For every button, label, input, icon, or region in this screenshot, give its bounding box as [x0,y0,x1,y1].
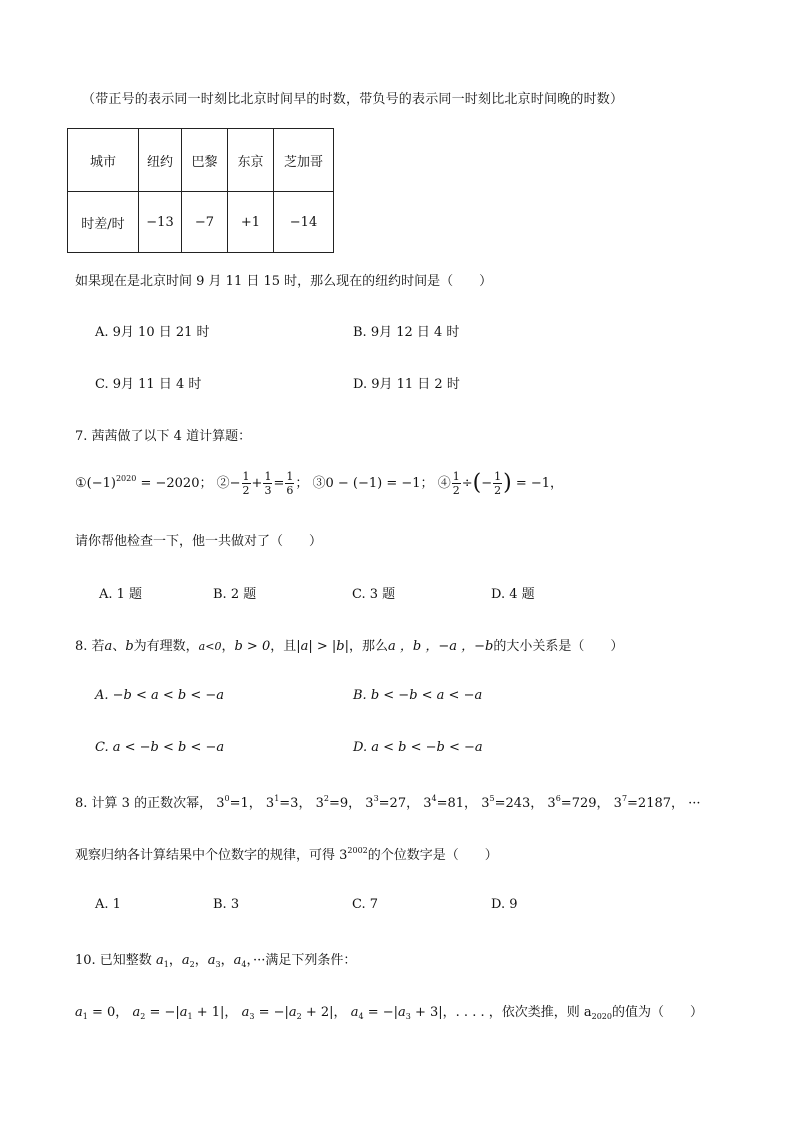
table-header-row [68,129,334,192]
fraction: $\frac{1}{2}$ [494,470,502,497]
expr-1-exponent: 2020 [115,474,137,483]
expr-3: ③0 − (−1) = −1； [312,476,434,491]
expr-1-mark: ① [75,476,87,491]
expr-2-mark: ② [216,476,230,491]
option-b[interactable]: B. b < −b < a < −a [353,688,483,703]
question-7-expressions: $①(-1)^{2020} = -2020$； ②− $\frac{1}{2}$ + $\frac{1}{3}$ = $\frac{1}{6}$ ； ③0 − (−1) = −1； ④ $\frac{1}{2}$ ÷(− $\frac{1}{2}$ ) = −1， [75,470,564,497]
option-c[interactable]: C. 9月 11 日 4 时 [95,377,202,392]
question-10-stem: 10. 已知整数 $a_1$，$a_2$，$a_3$，$a_4$，···满足下列条件： [75,953,357,969]
table-row [68,192,334,253]
question-8a-stem: 8. 若a、b为有理数，a<0，b > 0，且|a| > |b|，那么a ，b ，−a ，−b的大小关系是（ ） [75,639,624,654]
table-cell: 时差/时 [68,192,139,253]
question-8b-stem: 8. 计算 3 的正数次幂， $3^0=1$， $3^1=3$， $3^2=9$， $3^3=27$， $3^4=81$， $3^5=243$， $3^6=729$， $3^7=2187$， ··· [75,794,701,811]
fraction: $\frac{1}{2}$ [242,470,250,497]
option-d[interactable]: D. 4 题 [491,587,535,602]
option-c[interactable]: C. 3 题 [352,587,396,602]
option-d[interactable]: D. 9月 11 日 2 时 [353,377,460,392]
option-a[interactable]: A. −b < a < b < −a [95,688,225,703]
question-6-stem: 如果现在是北京时间 9 月 11 日 15 时，那么现在的纽约时间是（ ） [75,274,493,289]
option-c[interactable]: C. 7 [352,897,379,912]
option-b[interactable]: B. 2 题 [213,587,257,602]
expr-4-rest: = −1， [511,476,564,491]
option-a[interactable]: A. 9月 10 日 21 时 [95,325,210,340]
option-b[interactable]: B. 9月 12 日 4 时 [353,325,460,340]
option-b[interactable]: B. 3 [213,897,240,912]
table-cell: −14 [274,192,334,253]
time-difference-table [67,128,334,253]
question-8b-line2: 观察归纳各计算结果中个位数字的规律，可得 $3^{2002}$的个位数字是（ ） [75,846,498,863]
table-cell: 东京 [228,129,274,192]
table-cell: −7 [182,192,228,253]
fraction: $\frac{1}{6}$ [286,470,294,497]
table-cell: 巴黎 [182,129,228,192]
table-note: （带正号的表示同一时刻比北京时间早的时数，带负号的表示同一时刻比北京时间晚的时数） [82,92,624,107]
table-cell: 纽约 [139,129,182,192]
table-cell: 芝加哥 [274,129,334,192]
option-a[interactable]: A. 1 题 [99,587,143,602]
fraction: $\frac{1}{3}$ [264,470,272,497]
option-d[interactable]: D. 9 [491,897,518,912]
table-cell: +1 [228,192,274,253]
option-a[interactable]: A. 1 [95,897,121,912]
question-7-followup: 请你帮他检查一下，他一共做对了（ ） [75,534,323,549]
expr-1-rest: = −2020； [136,476,213,491]
table-cell: −13 [139,192,182,253]
expr-4-mark: ④ [437,476,451,491]
fraction: $\frac{1}{2}$ [452,470,460,497]
expr-1-base: (−1) [86,476,116,491]
question-7-stem: 7. 茜茜做了以下 4 道计算题： [75,429,252,444]
table-cell: 城市 [68,129,139,192]
option-c[interactable]: C. a < −b < b < −a [95,740,225,755]
question-10-conditions: $a_1 = 0$， $a_2 = -|a_1 + 1|$， $a_3 = -|a_2 + 2|$， $a_4 = -|a_3 + 3|$，. . . . ，依次类推，则 $a_{2020}$的值为（ ） [75,1005,703,1021]
option-d[interactable]: D. a < b < −b < −a [353,740,483,755]
